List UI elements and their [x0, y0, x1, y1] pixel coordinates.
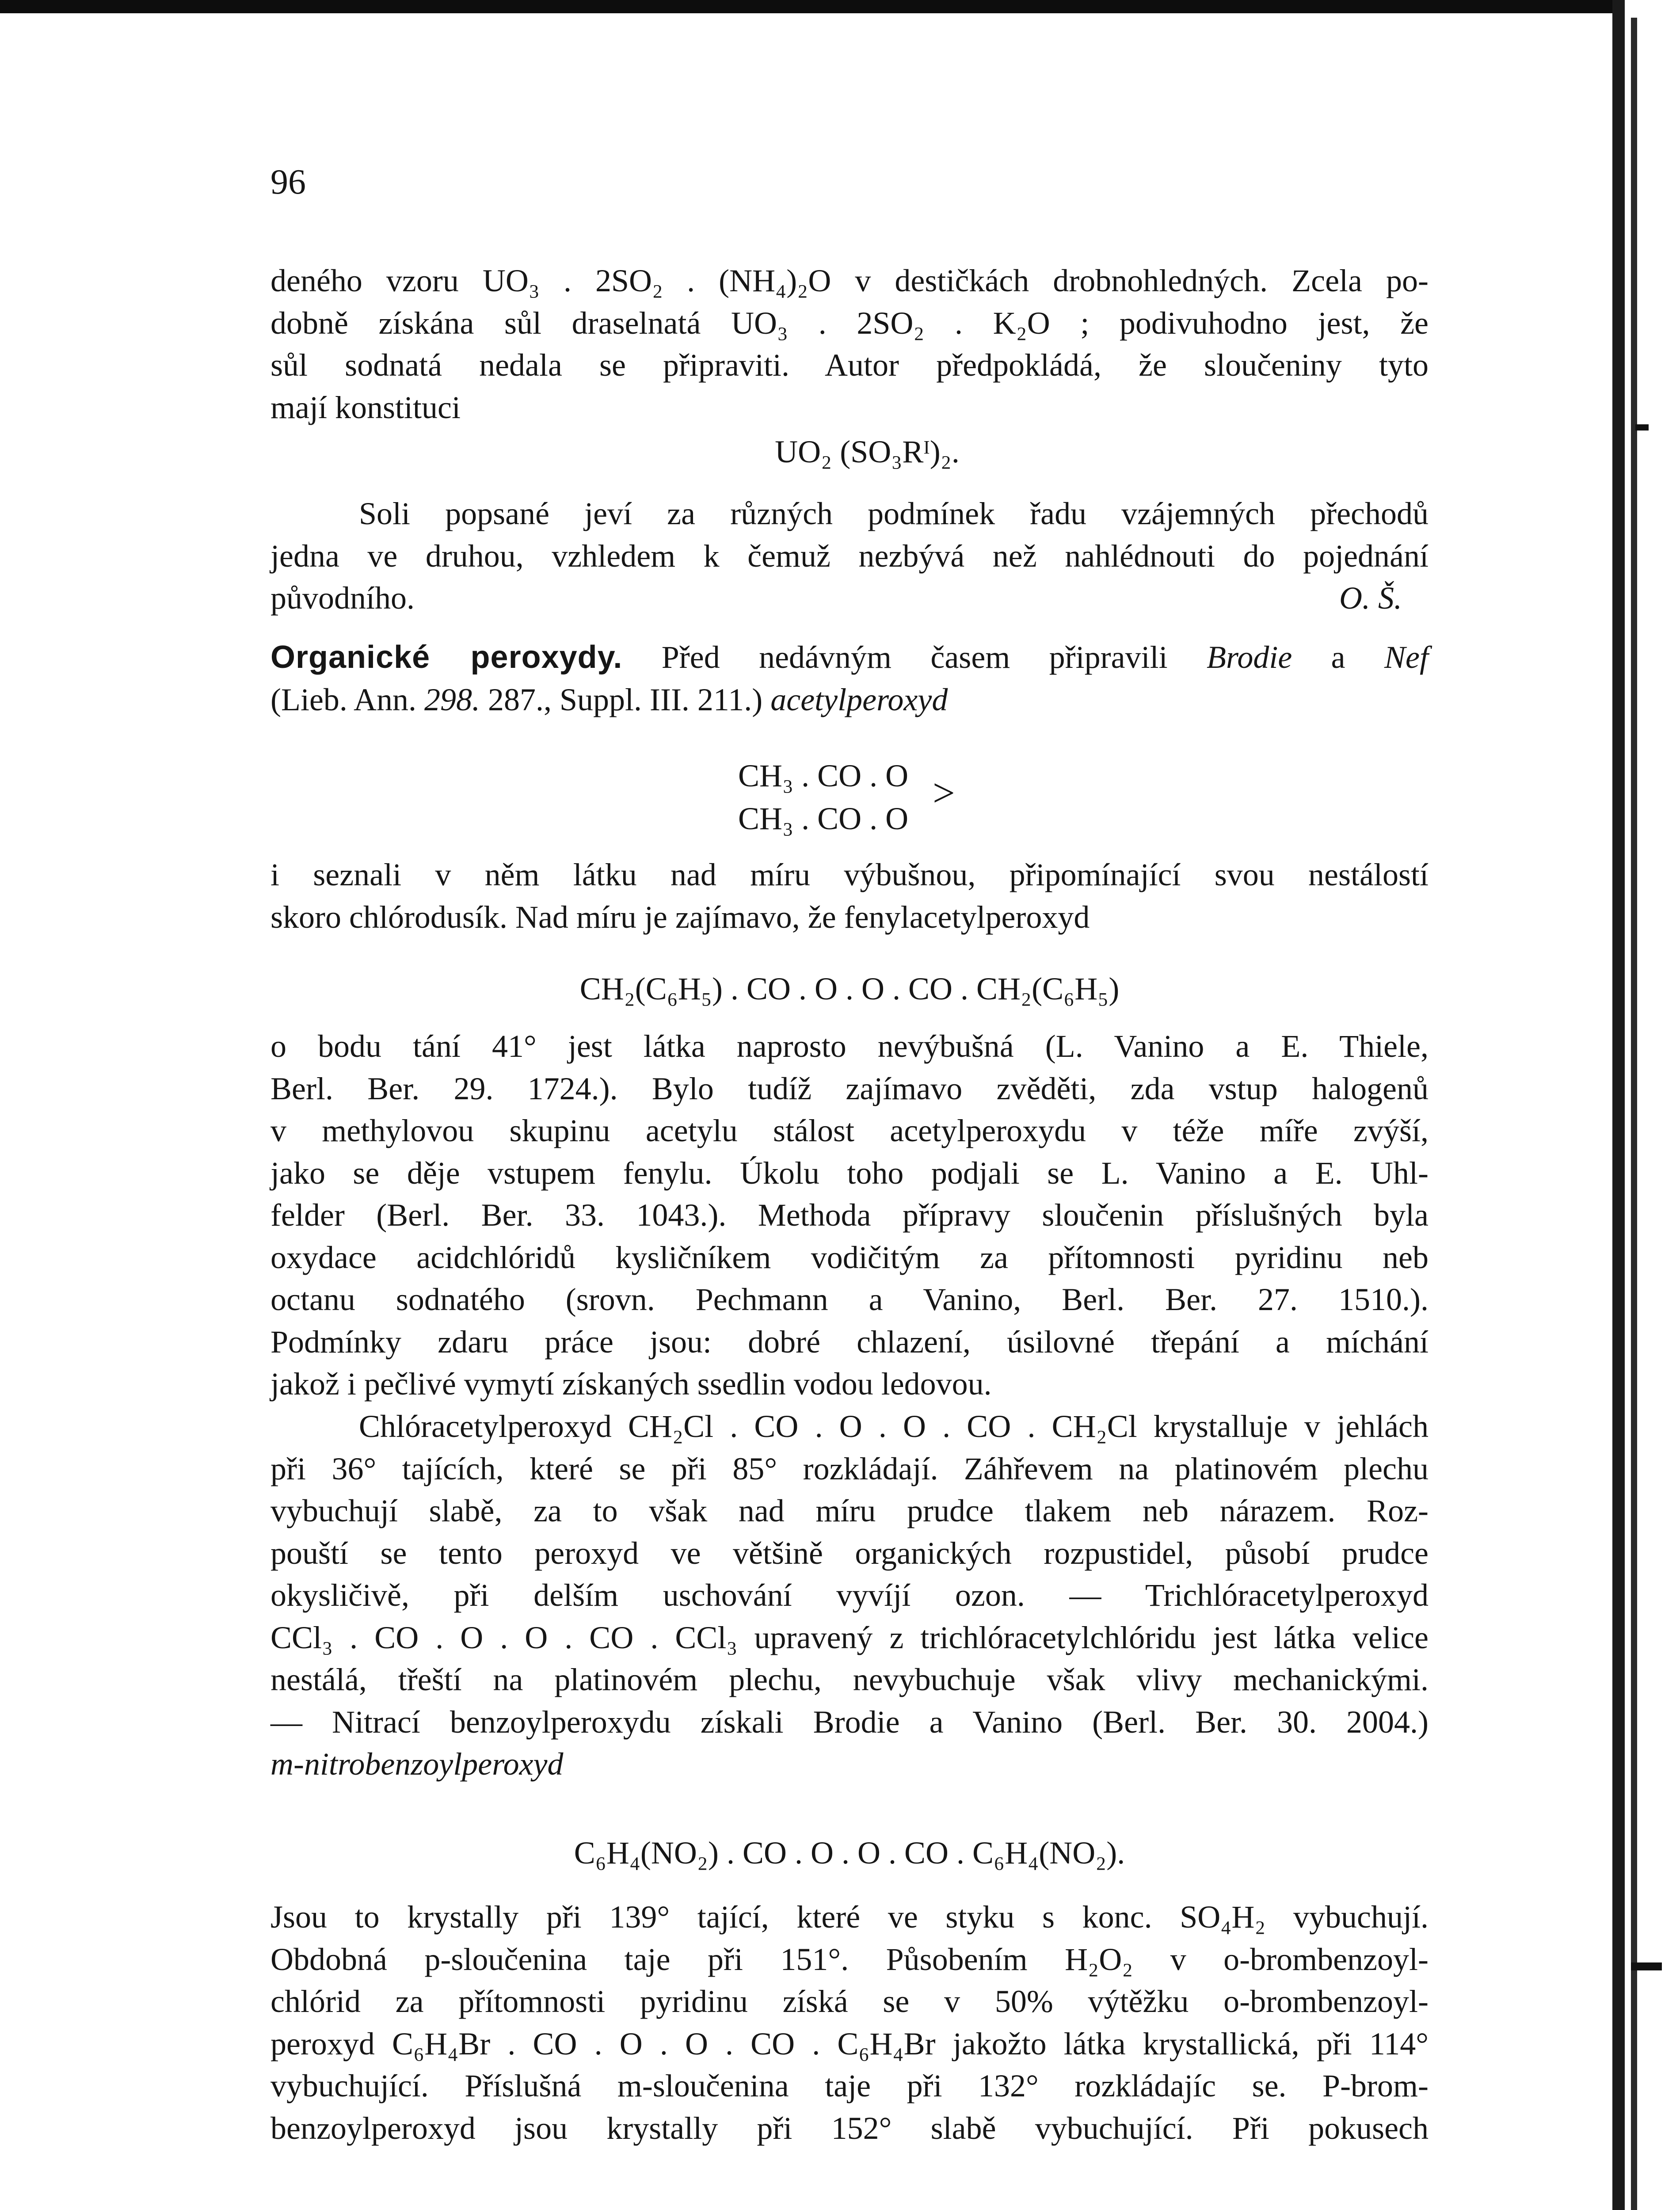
paragraph-2 [270, 493, 1429, 620]
text-line: octanu sodnatého (srovn. Pechmann a Vanino, Berl. Ber. 27. 1510.). [270, 1282, 1429, 1317]
text-line: oxydace acidchlóridů kysličníkem vodičitým za přítomnosti pyridinu neb [270, 1239, 1429, 1275]
text-line: Podmínky zdaru práce jsou: dobré chlazení, úsilovné třepání a míchání [270, 1324, 1429, 1360]
paragraph-7 [270, 1896, 1429, 2149]
text-line: i seznali v něm látku nad míru výbušnou, připomínající svou nestálostí [270, 857, 1429, 892]
paragraph-1 [270, 260, 1429, 429]
text-fragment: Před nedávným časem připravili [622, 640, 1207, 675]
volume-number: 298. [424, 682, 480, 717]
text-line: jakož i pečlivé vymytí získaných ssedlin vodou ledovou. [270, 1366, 992, 1402]
scan-top-border [0, 0, 1680, 13]
text-line: vybuchující. Příslušná m-sloučenina taje při 132° rozkládajíc se. P-brom- [270, 2068, 1429, 2103]
text-line: původního. [270, 580, 415, 616]
text-line: dobně získána sůl draselnatá UO₃ . 2SO₂ . K₂O ; podivuhodno jest, že [270, 305, 1429, 341]
text-line: vybuchují slabě, za to však nad míru prudce tlakem neb nárazem. Roz- [270, 1493, 1429, 1528]
text-line: Obdobná p-sloučenina taje při 151°. Působením H₂O₂ v o-brombenzoyl- [270, 1941, 1429, 1977]
scan-right-strip [1631, 18, 1637, 2210]
author-name: Brodie [1206, 640, 1292, 675]
formula-nitrobenzoylperoxyd: C₆H₄(NO₂) . CO . O . O . CO . C₆H₄(NO₂). [574, 1835, 1125, 1871]
text-line: m-nitrobenzoylperoxyd [270, 1746, 564, 1782]
text-line: mají konstituci [270, 389, 461, 425]
text-line: jedna ve druhou, vzhledem k čemuž nezbývá než nahlédnouti do pojednání [270, 538, 1429, 574]
text-line: sůl sodnatá nedala se připraviti. Autor předpokládá, že sloučeniny tyto [270, 347, 1429, 383]
author-signature: O. Š. [1339, 580, 1402, 616]
text-line: — Nitrací benzoylperoxydu získali Brodie a Vanino (Berl. Ber. 30. 2004.) [270, 1704, 1429, 1740]
scan-right-border [1612, 0, 1625, 2210]
text-line: Chlóracetylperoxyd CH₂Cl . CO . O . O . CO . CH₂Cl krystalluje v jehlách [359, 1409, 1429, 1444]
text-fragment: a [1292, 640, 1385, 675]
paragraph-4 [270, 854, 1429, 938]
text-fragment: (Lieb. Ann. [270, 682, 424, 717]
section-heading: Organické peroxydy. [270, 640, 623, 675]
text-line: benzoylperoxyd jsou krystally při 152° slabě vybuchující. Při pokusech [270, 2110, 1429, 2146]
text-fragment: 287., Suppl. III. 211.) [480, 682, 771, 717]
text-line: chlórid za přítomnosti pyridinu získá se v 50% výtěžku o-brombenzoyl- [270, 1984, 1429, 2019]
text-line: Berl. Ber. 29. 1724.). Bylo tudíž zajímavo zvěděti, zda vstup halogenů [270, 1071, 1429, 1106]
compound-name: acetylperoxyd [770, 682, 948, 717]
text-line: o bodu tání 41° jest látka naprosto nevýbušná (L. Vanino a E. Thiele, [270, 1029, 1429, 1064]
text-line: skoro chlórodusík. Nad míru je zajímavo, že fenylacetylperoxyd [270, 899, 1090, 935]
text-line: Soli popsané jeví za různých podmínek řadu vzájemných přechodů [359, 496, 1429, 531]
scan-mark [1635, 424, 1649, 431]
text-line: Jsou to krystally při 139° tající, které ve styku s konc. SO₄H₂ vybuchují. [270, 1899, 1429, 1935]
text-line: deného vzoru UO₃ . 2SO₂ . (NH₄)₂O v destičkách drobnohledných. Zcela po- [270, 263, 1429, 298]
text-line: pouští se tento peroxyd ve většině organických rozpustidel, působí prudce [270, 1535, 1429, 1571]
page-number: 96 [270, 163, 306, 202]
text-line: nestálá, třeští na platinovém plechu, nevybuchuje však vlivy mechanickými. [270, 1662, 1429, 1697]
scan-mark [1631, 1962, 1662, 1970]
text-line: felder (Berl. Ber. 33. 1043.). Methoda přípravy sloučenin příslušných byla [270, 1197, 1429, 1233]
formula-uo2: UO₂ (SO₃Rᴵ)₂. [775, 434, 960, 469]
text-line: okysličivě, při delším uschování vyvíjí ozon. — Trichlóracetylperoxyd [270, 1577, 1429, 1613]
formula-acetylperoxyd-bottom: CH₃ . CO . O [738, 801, 909, 836]
paragraph-3 [270, 636, 1429, 721]
formula-fenylacetylperoxyd: CH₂(C₆H₅) . CO . O . O . CO . CH₂(C₆H₅) [579, 971, 1120, 1006]
formula-acetylperoxyd-top: CH₃ . CO . O [738, 758, 909, 793]
text-line: jako se děje vstupem fenylu. Úkolu toho podjali se L. Vanino a E. Uhl- [270, 1155, 1429, 1191]
text-line: CCl₃ . CO . O . O . CO . CCl₃ upravený z trichlóracetylchlóridu jest látka velice [270, 1619, 1429, 1655]
text-line: v methylovou skupinu acetylu stálost acetylperoxydu v téže míře zvýší, [270, 1113, 1429, 1148]
formula-brace: > [933, 771, 955, 815]
text-line: peroxyd C₆H₄Br . CO . O . O . CO . C₆H₄Br jakožto látka krystallická, při 114° [270, 2026, 1429, 2061]
paragraph-5 [270, 1025, 1429, 1406]
paragraph-6 [270, 1406, 1429, 1786]
author-name: Nef [1384, 640, 1429, 675]
text-line: při 36° tajících, které se při 85° rozkládají. Záhřevem na platinovém plechu [270, 1451, 1429, 1486]
